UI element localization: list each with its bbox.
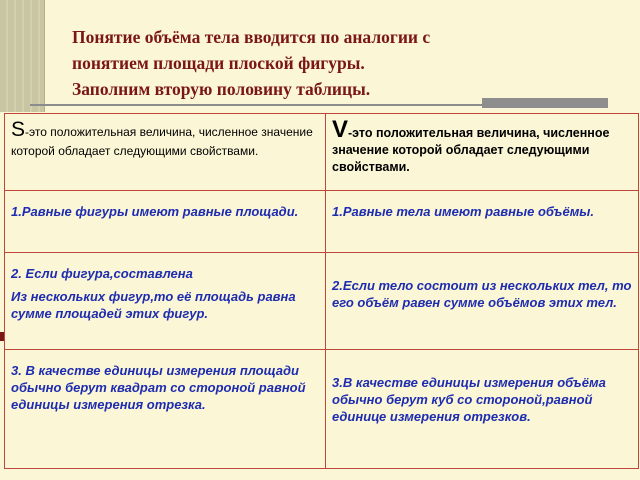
volume-property-1-text: 1.Равные тела имеют равные объёмы. xyxy=(332,204,595,219)
area-property-3-text: 3. В качестве единицы измерения площади обычно берут квадрат со стороной равной единицы измерения отрезка. xyxy=(11,363,306,412)
properties-table xyxy=(4,113,639,469)
decorative-side-bar xyxy=(0,0,45,112)
area-property-1-text: 1.Равные фигуры имеют равные площади. xyxy=(11,204,299,219)
area-property-2-line-1: 2. Если фигура,составлена xyxy=(11,266,193,281)
area-property-1 xyxy=(5,191,326,253)
volume-property-1 xyxy=(326,191,639,253)
volume-property-2 xyxy=(326,253,639,350)
area-property-2 xyxy=(5,253,326,350)
area-definition: -это положительная величина, численное значение которой обладает следующими свойствами. xyxy=(11,125,313,158)
area-property-3 xyxy=(5,350,326,469)
divider-accent-block xyxy=(482,98,608,108)
volume-property-3-text: 3.В качестве единицы измерения объёма обычно берут куб со стороной,равной единице измерения отрезков. xyxy=(332,375,606,424)
volume-property-2-text: 2.Если тело состоит из нескольких тел, то его объём равен сумме объёмов этих тел. xyxy=(332,278,632,310)
table-row xyxy=(5,350,639,469)
table-row xyxy=(5,191,639,253)
table-row xyxy=(5,253,639,350)
volume-definition: -это положительная величина, численное значение которой обладает следующими свойствами. xyxy=(332,126,610,174)
area-property-2-line-2: Из нескольких фигур,то её площадь равна сумме площадей этих фигур. xyxy=(11,289,296,321)
title-line-2: понятием площади плоской фигуры. xyxy=(72,53,365,73)
table-header-row xyxy=(5,114,639,191)
area-symbol: S xyxy=(11,118,26,141)
page-title xyxy=(72,24,592,102)
area-header-cell xyxy=(5,114,326,191)
volume-symbol: V xyxy=(332,116,349,143)
volume-header-cell xyxy=(326,114,639,191)
title-line-3: Заполним вторую половину таблицы. xyxy=(72,79,371,99)
title-line-1: Понятие объёма тела вводится по аналогии с xyxy=(72,27,431,47)
volume-property-3 xyxy=(326,350,639,469)
